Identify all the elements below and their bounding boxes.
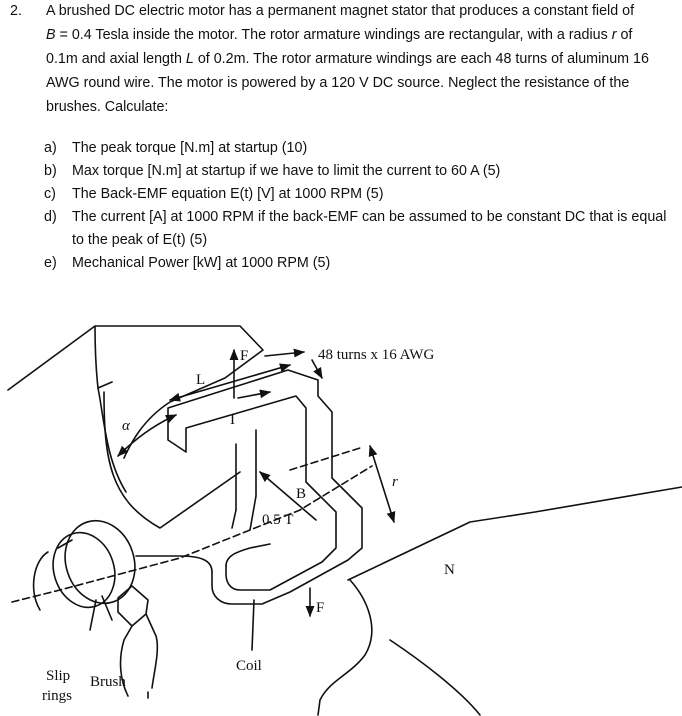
stator-right: [318, 487, 682, 715]
text-run: of 0.2m. The rotor armature windings are each 48 turns of aluminum 16: [193, 51, 649, 67]
part-text-continuation: to the peak of E(t) (5): [72, 232, 208, 248]
text-run: brushes. Calculate:: [46, 99, 169, 115]
axis-extension: [290, 448, 360, 470]
question-number: 2.: [10, 3, 22, 19]
variable-symbol: L: [185, 51, 194, 67]
part-label: c): [44, 186, 56, 202]
part-label: e): [44, 255, 57, 271]
part-label: b): [44, 163, 57, 179]
turns-pointer: [265, 352, 304, 356]
text-run: of: [616, 27, 633, 43]
coil-leads: [136, 496, 270, 572]
north-pole-label: N: [444, 562, 455, 578]
current-label: I: [230, 412, 235, 428]
force-label-bottom: F: [316, 600, 325, 616]
slip-ring-outer: [55, 512, 146, 613]
turns-label: 48 turns x 16 AWG: [318, 347, 435, 363]
part-text: The peak torque [N.m] at startup (10): [72, 140, 308, 156]
part-label: a): [44, 140, 57, 156]
radius-label: r: [392, 474, 398, 490]
alpha-label: α: [122, 418, 130, 434]
variable-symbol: r: [611, 27, 617, 43]
force-label-top: F: [240, 348, 249, 364]
stator-left: [8, 326, 263, 528]
current-arrow: [238, 392, 270, 398]
rotation-axis: [12, 466, 372, 602]
part-text: Max torque [N.m] at startup if we have to limit the current to 60 A (5): [72, 163, 501, 179]
rings-label: rings: [42, 688, 72, 704]
field-strength-label: 0.5 T: [262, 512, 294, 528]
coil-leader: [252, 600, 254, 650]
text-run: 0.1m and axial length: [46, 51, 186, 67]
text-run: A brushed DC electric motor has a permanent magnet stator that produces a constant field of: [46, 3, 635, 19]
part-text: The current [A] at 1000 RPM if the back-EMF can be assumed to be constant DC that is equal: [72, 209, 667, 225]
part-label: d): [44, 209, 57, 225]
length-label: L: [196, 372, 206, 388]
slip-label: Slip: [46, 668, 71, 684]
text-run: = 0.4 Tesla inside the motor. The rotor armature windings are rectangular, with a radius: [55, 27, 612, 43]
dimension-L: [170, 365, 290, 400]
coil-label: Coil: [236, 658, 262, 674]
variable-symbol: B: [46, 27, 56, 43]
field-symbol-label: B: [296, 486, 307, 502]
text-run: AWG round wire. The motor is powered by a 120 V DC source. Neglect the resistance of the: [46, 75, 630, 91]
stator-left-face: [98, 388, 126, 492]
brush-label: Brush: [90, 674, 126, 690]
part-text: The Back-EMF equation E(t) [V] at 1000 RPM (5): [72, 186, 384, 202]
armature-coil: [168, 370, 362, 604]
dimension-r: [370, 446, 394, 522]
part-text: Mechanical Power [kW] at 1000 RPM (5): [72, 255, 331, 271]
